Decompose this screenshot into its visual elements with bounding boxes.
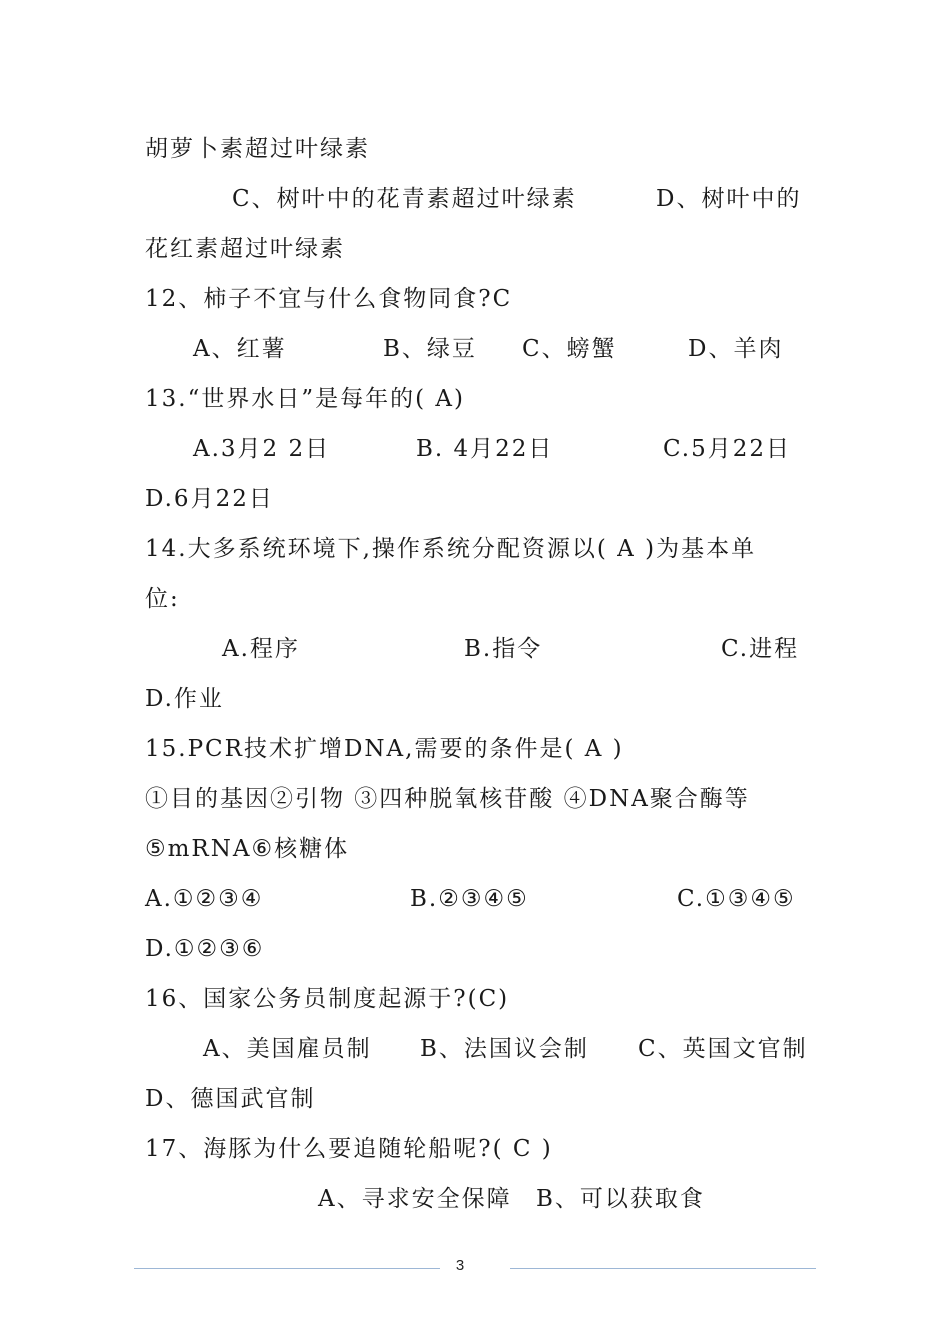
option-c: C、英国文官制 xyxy=(638,1036,808,1062)
question-15: 15.PCR技术扩增DNA,需要的条件是( A ) xyxy=(145,736,624,762)
question-12: 12、柿子不宜与什么食物同食?C xyxy=(145,286,513,312)
text-line: 花红素超过叶绿素 xyxy=(145,236,345,262)
option-a: A、寻求安全保障 xyxy=(318,1186,512,1212)
option-d: D、羊肉 xyxy=(688,336,784,362)
option-a: A.①②③④ xyxy=(145,886,264,912)
option-c: C.①③④⑤ xyxy=(677,886,796,912)
option-b: B、绿豆 xyxy=(383,336,477,362)
text-line: 位: xyxy=(145,586,180,612)
text-line: ⑤mRNA⑥核糖体 xyxy=(145,836,350,862)
option-b: B、可以获取食 xyxy=(536,1186,705,1212)
option-d: D、德国武官制 xyxy=(145,1086,316,1112)
option-a: A.程序 xyxy=(222,636,300,662)
option-c: C.5月22日 xyxy=(663,436,791,462)
footer-rule-right xyxy=(510,1268,816,1269)
option-b: B. 4月22日 xyxy=(416,436,554,462)
option-d: D.6月22日 xyxy=(145,486,274,512)
option-d: D.①②③⑥ xyxy=(145,936,265,962)
text-line: ①目的基因②引物 ③四种脱氧核苷酸 ④DNA聚合酶等 xyxy=(145,786,750,812)
option-b: B.指令 xyxy=(464,636,543,662)
option-a: A、红薯 xyxy=(193,336,287,362)
question-16: 16、国家公务员制度起源于?(C) xyxy=(145,986,510,1012)
question-14: 14.大多系统环境下,操作系统分配资源以( A )为基本单 xyxy=(145,536,757,562)
option-a: A、美国雇员制 xyxy=(203,1036,372,1062)
option-d: D.作业 xyxy=(145,686,224,712)
option-d: D、树叶中的 xyxy=(656,186,802,212)
option-c: C.进程 xyxy=(721,636,800,662)
footer-rule-left xyxy=(134,1268,440,1269)
question-13: 13.“世界水日”是每年的( A) xyxy=(145,386,465,412)
page-number: 3 xyxy=(455,1257,465,1274)
option-c: C、树叶中的花青素超过叶绿素 xyxy=(232,186,577,212)
question-17: 17、海豚为什么要追随轮船呢?( C ) xyxy=(145,1136,553,1162)
option-b: B、法国议会制 xyxy=(420,1036,589,1062)
option-c: C、螃蟹 xyxy=(522,336,617,362)
text-line: 胡萝卜素超过叶绿素 xyxy=(145,136,370,162)
option-a: A.3月2 2日 xyxy=(193,436,331,462)
option-b: B.②③④⑤ xyxy=(410,886,529,912)
